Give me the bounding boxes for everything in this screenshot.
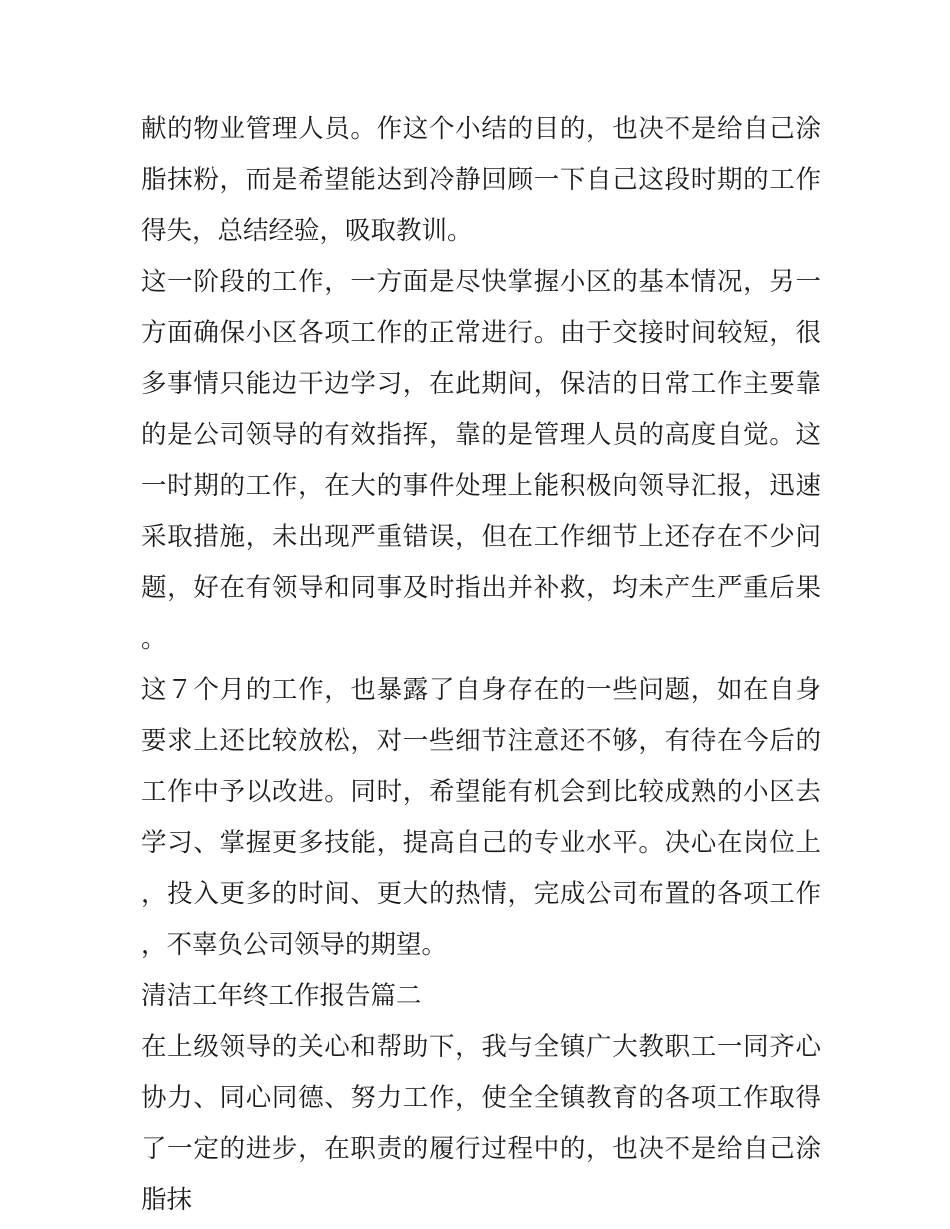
section-heading: 清洁工年终工作报告篇二 bbox=[141, 981, 422, 1011]
paragraph-2: 这一阶段的工作，一方面是尽快掌握小区的基本情况，另一方面确保小区各项工作的正常进行。由于交接时间较短，很多事情只能边干边学习，在此期间，保洁的日常工作主要靠的是公司领导的有效指挥，靠的是管理人员的高度自觉。这一时期的工作，在大的事件处理上能积极向领导汇报，迅速采取措施，未出现严重错误，但在工作细节上还存在不少问题，好在有领导和同事及时指出并补救，均未产生严重后果。 bbox=[141, 267, 821, 654]
document-body bbox=[141, 104, 821, 1226]
paragraph-3: 这７个月的工作，也暴露了自身存在的一些问题，如在自身要求上还比较放松，对一些细节注意还不够，有待在今后的工作中予以改进。同时，希望能有机会到比较成熟的小区去学习、掌握更多技能，提高自己的专业水平。决心在岗位上，投入更多的时间、更大的热情，完成公司布置的各项工作，不辜负公司领导的期望。 bbox=[141, 675, 821, 960]
paragraph-4: 在上级领导的关心和帮助下，我与全镇广大教职工一同齐心协力、同心同德、努力工作，使全全镇教育的各项工作取得了一定的进步，在职责的履行过程中的，也决不是给自己涂脂抹 bbox=[141, 1032, 821, 1215]
paragraph-1: 献的物业管理人员。作这个小结的目的，也决不是给自己涂脂抹粉，而是希望能达到冷静回顾一下自己这段时期的工作得失，总结经验，吸取教训。 bbox=[141, 114, 821, 246]
